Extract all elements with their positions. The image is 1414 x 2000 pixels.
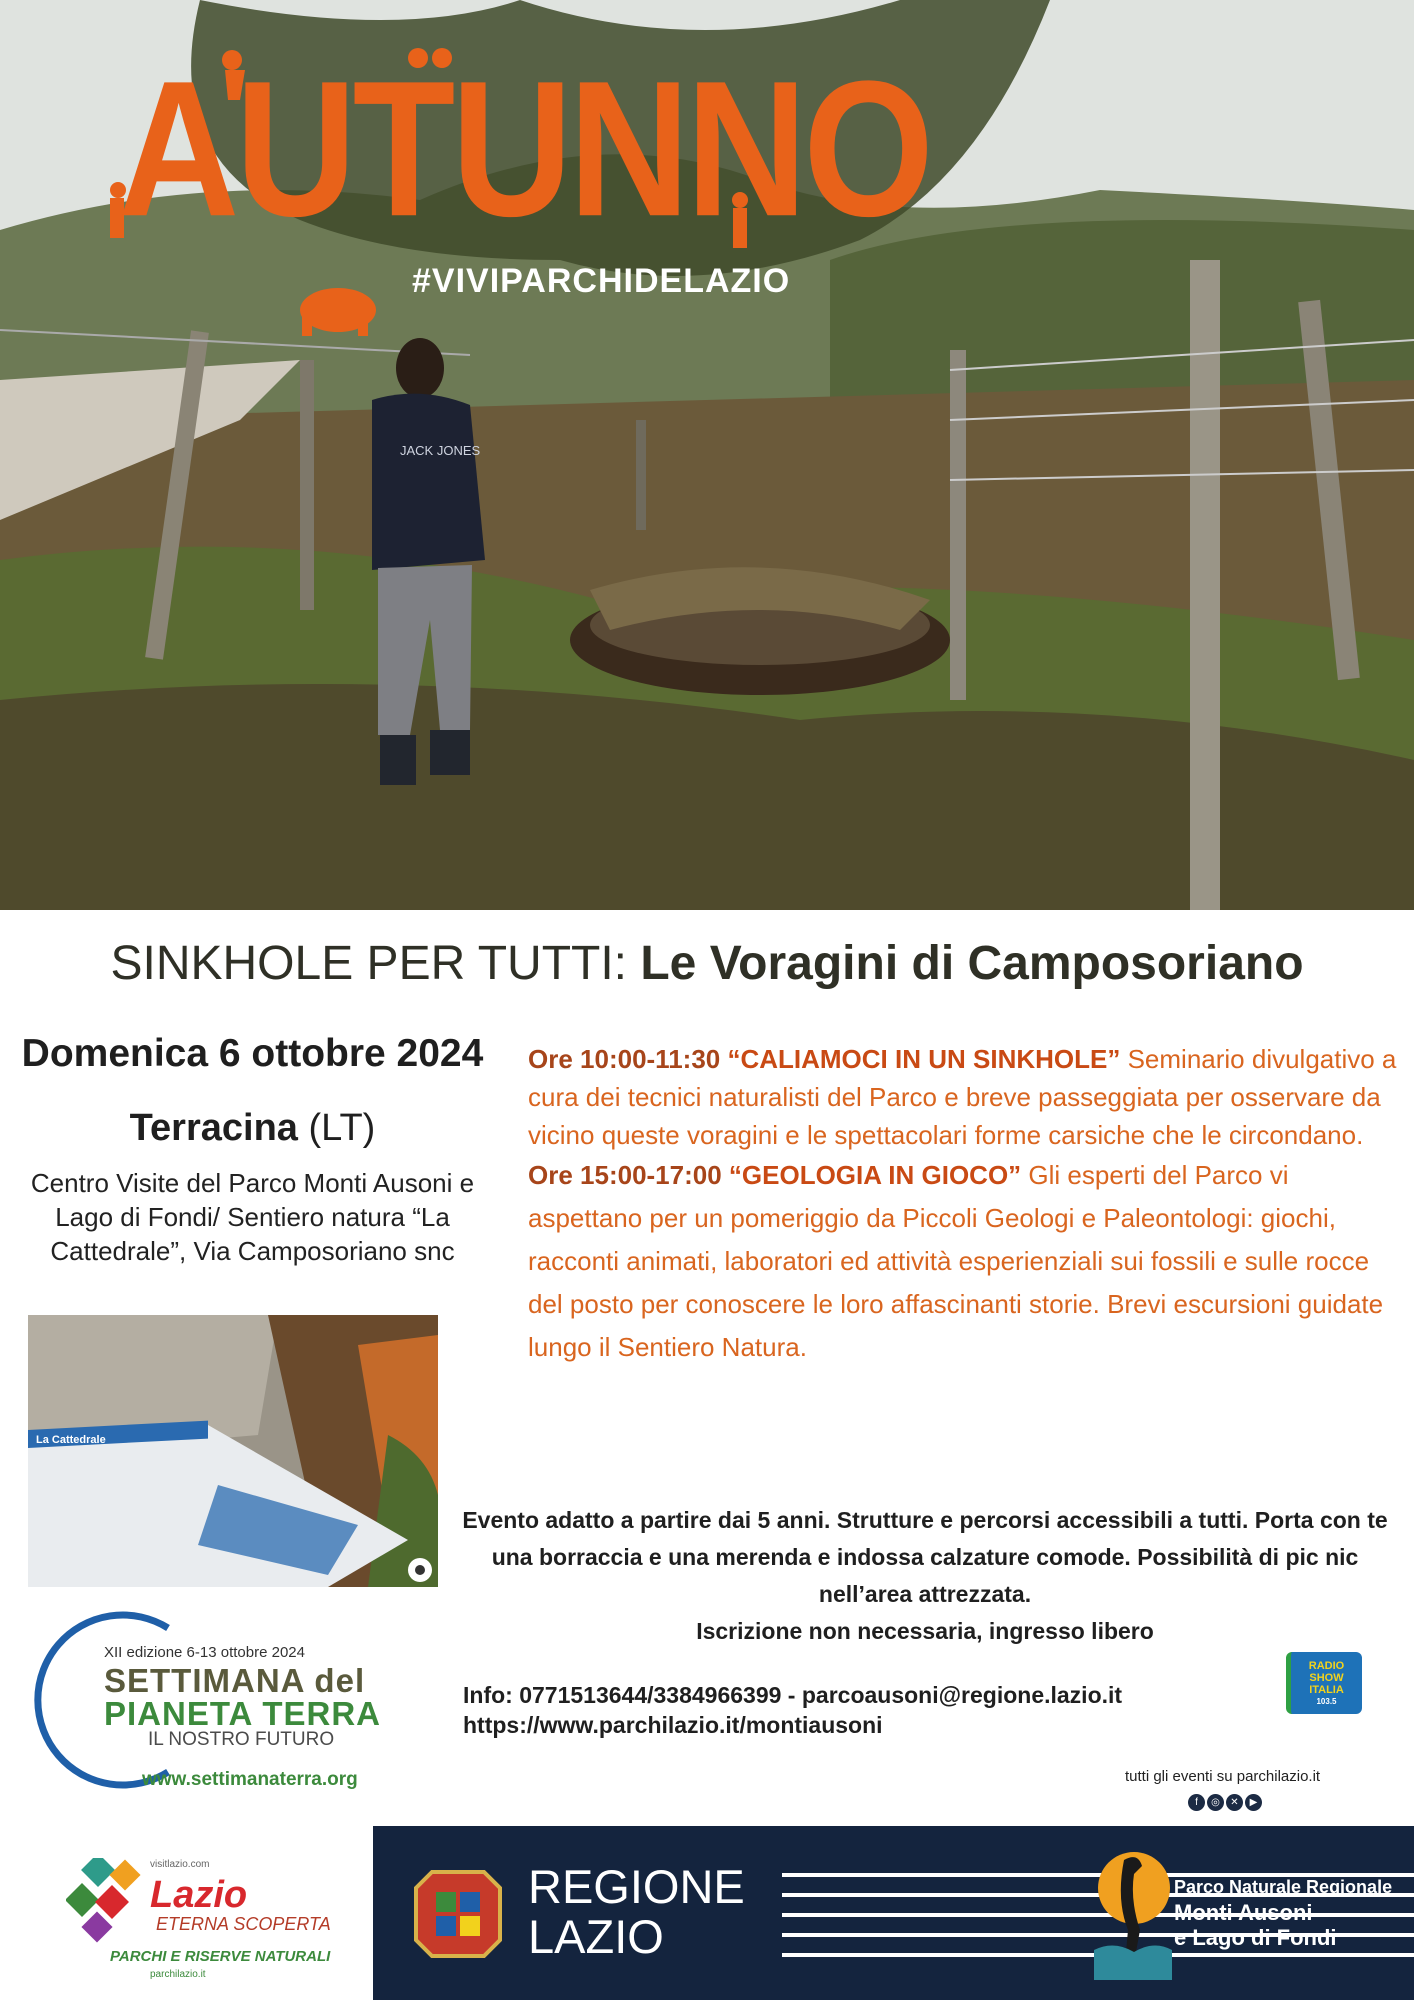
schedule-description: Gli esperti del Parco vi aspettano per un pomeriggio da Piccoli Geologi e Paleontologi: giochi, racconti animati, laboratori ed attività esperienziali sui fossili e sulle rocce del posto per conoscere le loro affascinanti storie. Brevi escursioni guidate lungo il Sentiero Natura. xyxy=(528,1160,1384,1362)
settimana-edition: XII edizione 6-13 ottobre 2024 xyxy=(104,1644,305,1661)
hashtag: #VIVIPARCHIDELAZIO xyxy=(412,262,791,300)
settimana-subtitle: IL NOSTRO FUTURO xyxy=(148,1729,335,1750)
parco-line1: Parco Naturale Regionale xyxy=(1174,1877,1393,1897)
schedule-time: Ore 10:00-11:30 xyxy=(528,1044,728,1074)
lazio-wordmark: Lazio xyxy=(150,1874,248,1916)
lazio-parchi: PARCHI E RISERVE NATURALI xyxy=(110,1948,331,1965)
event-notes xyxy=(455,1502,1395,1650)
autunno-headline: AUTUNNO xyxy=(118,40,930,257)
schedule-time: Ore 15:00-17:00 xyxy=(528,1160,729,1190)
regione-crest-icon xyxy=(412,1868,504,1960)
page-title xyxy=(0,936,1414,991)
radio-line1: RADIO xyxy=(1308,1660,1345,1672)
notes-text: Evento adatto a partire dai 5 anni. Strutture e percorsi accessibili a tutti. Porta con te una borraccia e una merenda e indossa calzature comode. Possibilità di pic nic nell’area attrezzata. xyxy=(462,1507,1388,1607)
schedule-activity: “CALIAMOCI IN UN SINKHOLE” xyxy=(727,1044,1121,1074)
social-caption: tutti gli eventi su parchilazio.it xyxy=(1125,1768,1321,1785)
province: (LT) xyxy=(297,1107,376,1149)
schedule xyxy=(528,1040,1398,1369)
settimana-url[interactable]: www.settimanaterra.org xyxy=(142,1769,358,1790)
contact-info xyxy=(463,1680,1122,1740)
x-icon[interactable]: ✕ xyxy=(1226,1794,1243,1811)
parco-line3: e Lago di Fondi xyxy=(1174,1925,1337,1950)
schedule-activity: “GEOLOGIA IN GIOCO” xyxy=(728,1160,1022,1190)
regione-line1: REGIONE xyxy=(528,1860,745,1913)
title-prefix: SINKHOLE PER TUTTI: xyxy=(110,937,641,990)
hero-photo xyxy=(0,0,1414,910)
facebook-icon[interactable]: f xyxy=(1188,1794,1205,1811)
radio-freq: 103.5 xyxy=(1316,1697,1337,1706)
shirt-text: JACK JONES xyxy=(400,443,481,458)
youtube-icon[interactable]: ▶ xyxy=(1245,1794,1262,1811)
city-name: Terracina xyxy=(129,1107,298,1149)
contact-line[interactable]: Info: 0771513644/3384966399 - parcoausoni@regione.lazio.it xyxy=(463,1682,1123,1708)
lazio-parchi-url: parchilazio.it xyxy=(150,1969,206,1980)
website-link[interactable]: https://www.parchilazio.it/montiausoni xyxy=(463,1712,883,1738)
settimana-name-line2: PIANETA TERRA xyxy=(104,1695,381,1732)
heron-logo-icon xyxy=(1094,1840,1172,1980)
parco-name xyxy=(1174,1875,1392,1950)
event-city xyxy=(0,1107,505,1150)
radio-show-italia-logo xyxy=(1286,1652,1362,1714)
schedule-description: Seminario divulgativo a cura dei tecnici naturalisti del Parco e breve passeggiata per osservare da vicino queste voragini e le spettacolari forme carsiche che le circondano. xyxy=(528,1044,1397,1150)
instagram-icon[interactable]: ◎ xyxy=(1207,1794,1224,1811)
parco-line2: Monti Ausoni xyxy=(1174,1900,1313,1925)
title-main: Le Voragini di Camposoriano xyxy=(640,937,1304,990)
sign-title: La Cattedrale xyxy=(36,1434,106,1446)
event-venue: Centro Visite del Parco Monti Ausoni e Lago di Fondi/ Sentiero natura “La Cattedrale”, Via Camposoriano snc xyxy=(30,1168,475,1266)
radio-line3: ITALIA xyxy=(1309,1684,1344,1696)
schedule-item-2 xyxy=(528,1154,1398,1369)
radio-line2: SHOW xyxy=(1309,1672,1344,1684)
regione-lazio-text xyxy=(528,1862,745,1962)
panel-photo xyxy=(28,1315,438,1587)
registration-note: Iscrizione non necessaria, ingresso libero xyxy=(696,1618,1154,1644)
schedule-item-1 xyxy=(528,1040,1398,1154)
lazio-mosaic-icon xyxy=(66,1858,146,1944)
lazio-tagline: ETERNA SCOPERTA xyxy=(156,1914,331,1934)
event-date: Domenica 6 ottobre 2024 xyxy=(21,1032,484,1075)
social-icons xyxy=(1188,1792,1264,1811)
lazio-small-url: visitlazio.com xyxy=(150,1859,210,1870)
settimana-name-line1: SETTIMANA del xyxy=(104,1662,366,1699)
regione-line2: LAZIO xyxy=(528,1910,664,1963)
